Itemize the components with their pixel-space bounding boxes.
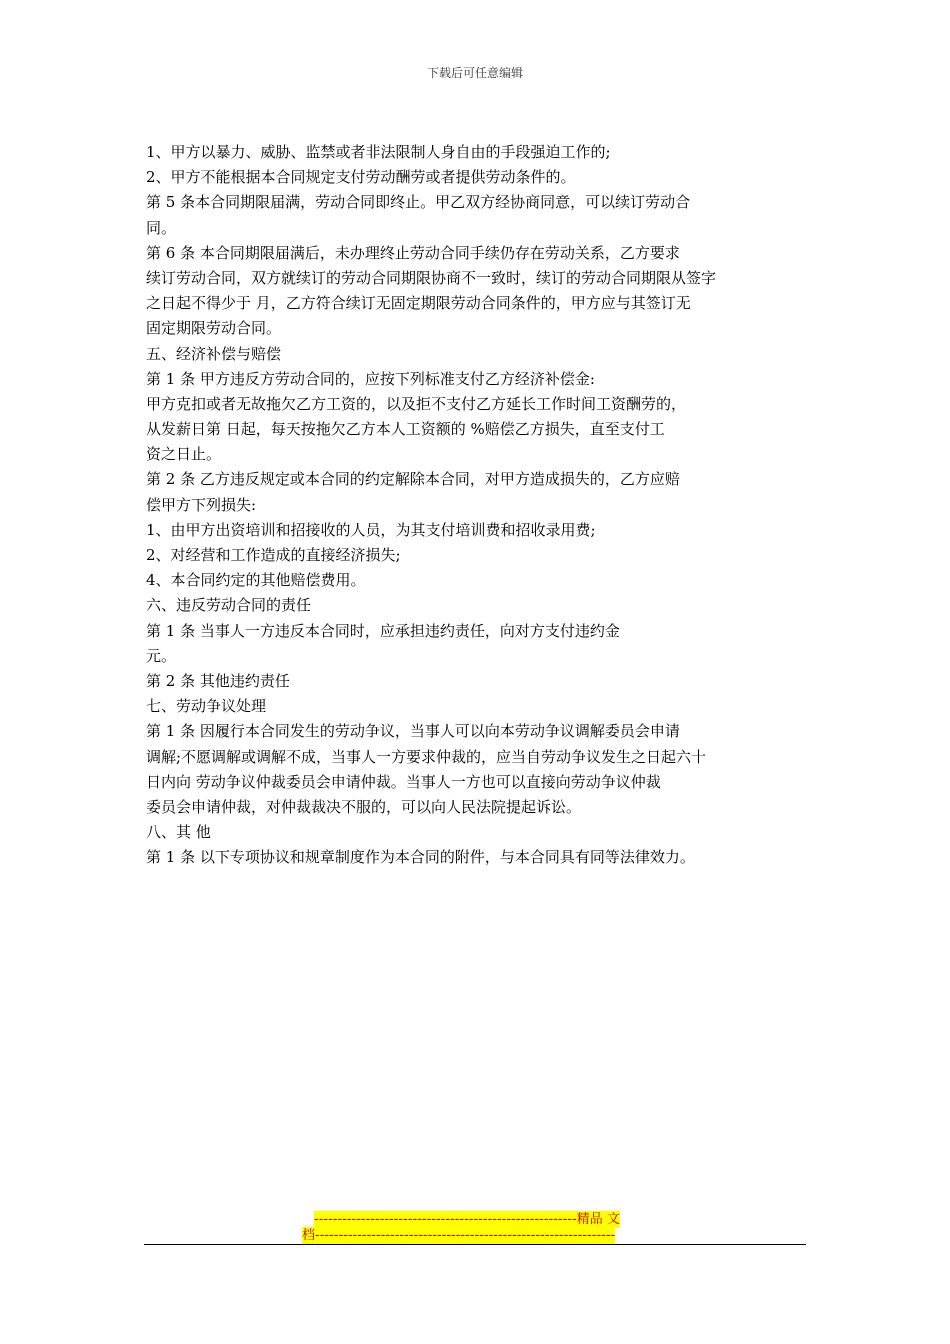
text-line: 4、本合同约定的其他赔偿费用。	[146, 571, 366, 590]
text-line: 2、对经营和工作造成的直接经济损失;	[146, 546, 401, 564]
text-line: 2、甲方不能根据本合同规定支付劳动酬劳或者提供劳动条件的。	[146, 168, 576, 187]
text-line: 委员会申请仲裁，对仲裁裁决不服的，可以向人民法院提起诉讼。	[146, 797, 582, 816]
text-line: 第 1 条 当事人一方违反本合同时，应承担违约责任，向对方支付违约金	[146, 621, 620, 640]
footer-divider	[144, 1244, 806, 1245]
text-line: 续订劳动合同，双方就续订的劳动合同期限协商不一致时，续订的劳动合同期限从签字	[146, 268, 717, 287]
text-line: 甲方克扣或者无故拖欠乙方工资的，以及拒不支付乙方延长工作时间工资酬劳的，	[146, 394, 687, 413]
text-line: 1、甲方以暴力、威胁、监禁或者非法限制人身自由的手段强迫工作的;	[146, 143, 611, 161]
text-line: 第 2 条 其他违约责任	[146, 671, 290, 690]
text-line: 第 1 条 甲方违反方劳动合同的，应按下列标准支付乙方经济补偿金:	[146, 369, 595, 388]
text-line: 第 1 条 因履行本合同发生的劳动争议，当事人可以向本劳动争议调解委员会申请	[146, 722, 680, 741]
text-line: 日内向 劳动争议仲裁委员会申请仲裁。当事人一方也可以直接向劳动争议仲裁	[146, 772, 661, 791]
text-line: 第 5 条本合同期限届满，劳动合同即终止。甲乙双方经协商同意，可以续订劳动合	[146, 193, 691, 212]
text-line: 偿甲方下列损失:	[146, 495, 257, 514]
text-line: 之日起不得少于 月，乙方符合续订无固定期限劳动合同条件的，甲方应与其签订无	[146, 294, 691, 313]
section-heading: 七、劳动争议处理	[146, 697, 267, 716]
section-heading: 六、违反劳动合同的责任	[146, 596, 312, 615]
section-heading: 八、其 他	[146, 823, 211, 842]
section-heading: 五、经济补偿与赔偿	[146, 344, 282, 363]
footer-watermark-line-2: 档----------------------------------------------------------------	[302, 1228, 616, 1243]
text-line: 第 2 条 乙方违反规定或本合同的约定解除本合同，对甲方造成损失的，乙方应赔	[146, 470, 680, 489]
text-line: 从发薪日第 日起，每天按拖欠乙方本人工资额的 %赔偿乙方损失，直至支付工	[146, 420, 665, 439]
text-line: 1、由甲方出资培训和招接收的人员，为其支付培训费和招收录用费;	[146, 520, 596, 539]
text-line: 第 6 条 本合同期限届满后，未办理终止劳动合同手续仍存在劳动关系，乙方要求	[146, 243, 680, 262]
text-line: 元。	[146, 646, 177, 665]
page-header: 下载后可任意编辑	[426, 66, 523, 80]
footer-watermark-line-1: --------------------------------------------------------精品 文	[314, 1212, 620, 1227]
text-line: 同。	[146, 218, 177, 237]
text-line: 资之日止。	[146, 445, 222, 464]
text-line: 固定期限劳动合同。	[146, 319, 282, 338]
text-line: 调解;不愿调解或调解不成，当事人一方要求仲裁的，应当自劳动争议发生之日起六十	[146, 747, 707, 766]
document-body	[146, 140, 806, 870]
text-line: 第 1 条 以下专项协议和规章制度作为本合同的附件，与本合同具有同等法律效力。	[146, 848, 695, 867]
